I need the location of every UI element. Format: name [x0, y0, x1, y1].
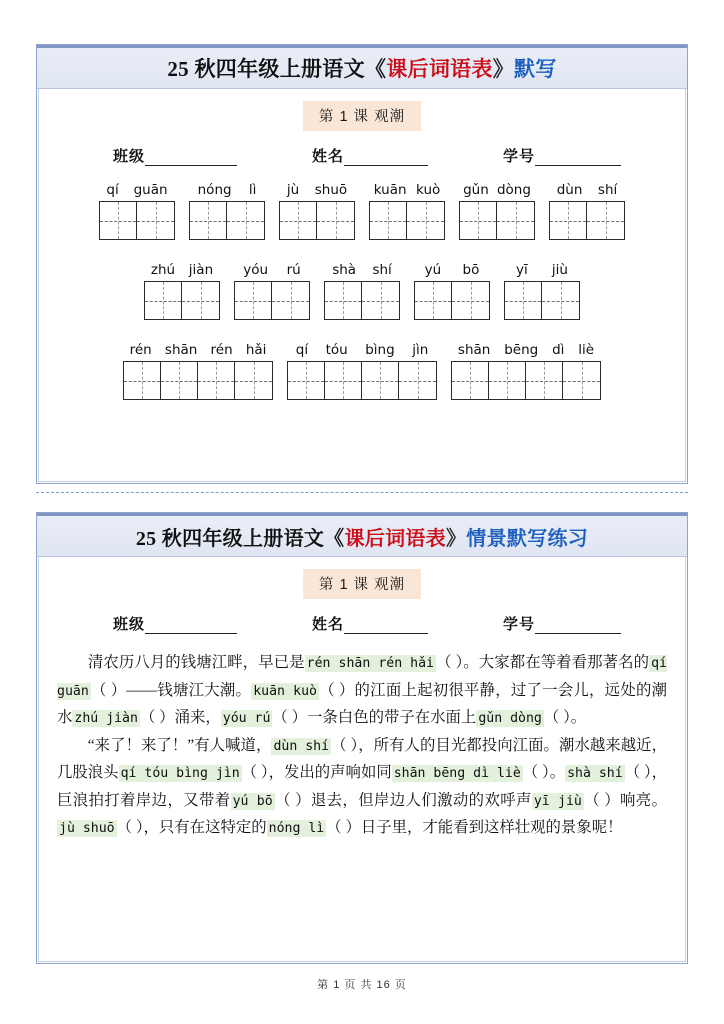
passage-text: 清农历八月的钱塘江畔，早已是 [87, 654, 305, 671]
pinyin-line [123, 342, 273, 358]
tianzige-cell[interactable] [399, 362, 436, 399]
pinyin-syllable: kuò [416, 182, 441, 198]
pinyin-line [234, 262, 310, 278]
tianzige-box[interactable] [459, 201, 535, 240]
sheet1-field-class-label: 班级 [113, 149, 146, 165]
sheet2-field-name-input[interactable] [344, 620, 428, 634]
tianzige-cell[interactable] [325, 282, 362, 319]
tianzige-cell[interactable] [587, 202, 624, 239]
pinyin-syllable: liè [578, 342, 595, 358]
sheet2-title [136, 522, 588, 551]
tianzige-box[interactable] [189, 201, 265, 240]
tianzige-box[interactable] [324, 281, 400, 320]
pinyin-syllable: zhú [150, 262, 176, 278]
passage-text: （ ）退去，但岸边人们激动的欢呼声 [274, 791, 532, 809]
sheet1-field-number-label: 学号 [502, 149, 535, 165]
word-block [189, 182, 265, 240]
tianzige-cell[interactable] [550, 202, 587, 239]
word-block [234, 262, 310, 320]
tianzige-box[interactable] [414, 281, 490, 320]
pinyin-syllable: bìng [365, 342, 395, 358]
sheet2-title-blue: 情景默写练习 [466, 527, 589, 550]
pinyin-syllable: shí [597, 182, 618, 198]
sheet2-title-prefix: 25 秋四年级上册语文《 [135, 527, 345, 550]
pinyin-syllable: jìn [412, 342, 429, 358]
sheet1-field-name [312, 145, 428, 166]
tianzige-box[interactable] [99, 201, 175, 240]
pinyin-line [504, 262, 580, 278]
pinyin-line [549, 182, 625, 198]
pinyin-syllable: tóu [325, 342, 348, 358]
pinyin-syllable: rén [210, 342, 233, 358]
tianzige-box[interactable] [123, 361, 273, 400]
sheet1-title [167, 53, 556, 83]
tianzige-cell[interactable] [272, 282, 309, 319]
sheet1-field-name-label: 姓名 [311, 149, 344, 165]
pinyin-syllable: shuō [314, 182, 348, 198]
tianzige-box[interactable] [549, 201, 625, 240]
tianzige-cell[interactable] [182, 282, 219, 319]
tianzige-cell[interactable] [542, 282, 579, 319]
pinyin-highlight: rén shān rén hǎi [306, 656, 434, 671]
sheet1-field-number [503, 145, 621, 166]
sheet2-field-name-label: 姓名 [311, 617, 344, 633]
sheet1-lesson-chip: 第 1 课 观潮 [303, 101, 421, 131]
passage-text: （ ）的江面上起初很平静，过了一会儿，远处的潮水 [57, 681, 667, 726]
sheet1-title-red: 课后词语表 [386, 57, 493, 81]
tianzige-cell[interactable] [370, 202, 407, 239]
pinyin-highlight: yóu rú [222, 711, 271, 726]
tianzige-cell[interactable] [235, 282, 272, 319]
pinyin-highlight: shà shí [567, 766, 623, 781]
tianzige-cell[interactable] [452, 282, 489, 319]
word-block [123, 342, 273, 400]
tianzige-cell[interactable] [124, 362, 161, 399]
sheet1-title-bracket: 》 [492, 57, 515, 81]
pinyin-line [144, 262, 220, 278]
context-dictation-card [36, 512, 688, 964]
pinyin-syllable: shà [332, 262, 357, 278]
tianzige-cell[interactable] [317, 202, 354, 239]
pinyin-syllable: rén [129, 342, 152, 358]
sheet1-title-blue: 默写 [514, 57, 557, 81]
pinyin-line [414, 262, 490, 278]
pinyin-syllable: rú [286, 262, 301, 278]
pinyin-syllable: qí [295, 342, 309, 358]
sheet2-lesson-chip: 第 1 课 观潮 [303, 569, 421, 599]
pinyin-syllable: yú [424, 262, 442, 278]
tianzige-cell[interactable] [137, 202, 174, 239]
pinyin-highlight: kuān kuò [253, 683, 317, 699]
pinyin-syllable: guān [133, 182, 168, 198]
page-separator [36, 492, 688, 493]
passage-text: （ ）响亮。 [583, 791, 667, 809]
pinyin-highlight: dùn shí [273, 738, 330, 754]
passage-text: （ ），所有人的目光都投向江面。潮水越来越近，几股浪头 [57, 736, 668, 781]
tianzige-cell[interactable] [415, 282, 452, 319]
word-block [144, 262, 220, 320]
pinyin-line [99, 182, 175, 198]
tianzige-cell[interactable] [563, 362, 600, 399]
pinyin-highlight: shān bēng dì liè [393, 766, 521, 781]
pinyin-syllable: kuān [373, 182, 407, 198]
sheet2-field-number-input[interactable] [535, 620, 621, 634]
pinyin-syllable: shān [457, 342, 491, 358]
pinyin-syllable: lì [248, 182, 257, 198]
pinyin-syllable: dì [552, 342, 565, 358]
tianzige-box[interactable] [504, 281, 580, 320]
tianzige-cell[interactable] [526, 362, 563, 399]
pinyin-grid-row [51, 262, 673, 320]
pinyin-syllable: qí [106, 182, 119, 198]
word-block [369, 182, 445, 240]
pinyin-grid-row [51, 182, 673, 240]
pinyin-syllable: nóng [197, 182, 232, 198]
word-block [451, 342, 601, 400]
dictation-worksheet-card [36, 44, 688, 484]
sheet2-title-bar [37, 513, 687, 557]
pinyin-line [324, 262, 400, 278]
pinyin-syllable: gǔn [463, 182, 489, 198]
passage-text: （ ），只有在这特定的 [116, 819, 267, 836]
pinyin-syllable: hǎi [245, 342, 267, 358]
pinyin-highlight: yī jiù [533, 793, 582, 809]
sheet2-title-red: 课后词语表 [344, 527, 446, 550]
passage-text: “来了！来了！”有人喊道， [87, 736, 272, 754]
pinyin-syllable: jiù [551, 262, 568, 278]
tianzige-box[interactable] [287, 361, 437, 400]
pinyin-highlight: qí tóu bìng jìn [120, 766, 240, 781]
pinyin-syllable: shí [372, 262, 392, 278]
tianzige-cell[interactable] [280, 202, 317, 239]
passage-text: （ ）涌来， [139, 709, 221, 726]
tianzige-cell[interactable] [288, 362, 325, 399]
sheet2-field-class-label: 班级 [113, 617, 146, 633]
tianzige-box[interactable] [451, 361, 601, 400]
pinyin-line [189, 182, 265, 198]
tianzige-cell[interactable] [190, 202, 227, 239]
sheet2-field-number [503, 613, 621, 634]
sheet1-info-row [37, 145, 687, 166]
word-block [549, 182, 625, 240]
tianzige-box[interactable] [279, 201, 355, 240]
tianzige-cell[interactable] [100, 202, 137, 239]
sheet2-field-class [113, 613, 237, 634]
passage-text: （ ），发出的声响如同 [241, 764, 392, 781]
tianzige-cell[interactable] [235, 362, 272, 399]
tianzige-cell[interactable] [362, 362, 399, 399]
pinyin-syllable: dòng [496, 182, 531, 198]
tianzige-cell[interactable] [452, 362, 489, 399]
tianzige-box[interactable] [144, 281, 220, 320]
tianzige-cell[interactable] [198, 362, 235, 399]
sheet1-lesson-row [37, 101, 687, 131]
pinyin-syllable: yī [516, 262, 528, 278]
passage-text: （ ）。 [543, 709, 587, 726]
word-block [99, 182, 175, 240]
sheet1-field-number-input[interactable] [535, 152, 621, 166]
pinyin-line [459, 182, 535, 198]
sheet2-field-name [312, 613, 428, 634]
page-footer: 第 1 页 共 16 页 [317, 979, 407, 991]
passage-text: （ ）日子里，才能看到这样壮观的景象呢！ [326, 819, 623, 836]
pinyin-syllable: bēng [504, 342, 539, 358]
tianzige-cell[interactable] [489, 362, 526, 399]
word-block [414, 262, 490, 320]
pinyin-highlight: gǔn dòng [478, 711, 542, 726]
tianzige-box[interactable] [234, 281, 310, 320]
word-block [459, 182, 535, 240]
sheet1-field-class [113, 145, 237, 166]
pinyin-highlight: jù shuō [59, 821, 115, 836]
word-block [279, 182, 355, 240]
tianzige-cell[interactable] [497, 202, 534, 239]
sheet1-title-bar [37, 45, 687, 89]
sheet2-info-row [37, 613, 687, 634]
passage-text: （ ）。 [522, 764, 566, 781]
word-block [504, 262, 580, 320]
sheet1-field-name-input[interactable] [344, 152, 428, 166]
pinyin-syllable: jiàn [188, 262, 214, 278]
word-block [324, 262, 400, 320]
pinyin-line [369, 182, 445, 198]
tianzige-cell[interactable] [227, 202, 264, 239]
pinyin-highlight: nóng lì [268, 821, 325, 836]
tianzige-box[interactable] [369, 201, 445, 240]
passage-text: （ ）。大家都在等着看那著名的 [435, 654, 650, 671]
pinyin-syllable: shān [164, 342, 198, 358]
pinyin-highlight: qí guān [57, 656, 667, 699]
sheet2-field-number-label: 学号 [502, 617, 535, 633]
tianzige-cell[interactable] [460, 202, 497, 239]
passage-text: （ ），巨浪拍打着岸边，又带着 [57, 764, 668, 809]
sheet1-field-class-input[interactable] [145, 152, 237, 166]
passage-text: （ ）一条白色的带子在水面上 [272, 709, 477, 726]
tianzige-cell[interactable] [325, 362, 362, 399]
passage-text: （ ）——钱塘江大潮。 [90, 681, 252, 699]
sheet2-field-class-input[interactable] [145, 620, 237, 634]
word-block [287, 342, 437, 400]
tianzige-cell[interactable] [407, 202, 444, 239]
pinyin-line [279, 182, 355, 198]
pinyin-grid-row [51, 342, 673, 400]
sheet1-title-prefix: 25 秋四年级上册语文《 [167, 57, 387, 81]
pinyin-syllable: bō [462, 262, 480, 278]
tianzige-cell[interactable] [505, 282, 542, 319]
pinyin-highlight: zhú jiàn [74, 711, 138, 726]
pinyin-highlight: yú bō [232, 793, 273, 809]
sheet2-title-bracket: 》 [445, 527, 467, 550]
tianzige-cell[interactable] [362, 282, 399, 319]
pinyin-syllable: jù [286, 182, 300, 198]
sheet2-lesson-row [37, 569, 687, 599]
pinyin-line [287, 342, 437, 358]
tianzige-cell[interactable] [145, 282, 182, 319]
pinyin-syllable: yóu [243, 262, 269, 278]
pinyin-line [451, 342, 601, 358]
tianzige-cell[interactable] [161, 362, 198, 399]
pinyin-grid-section [37, 182, 687, 400]
pinyin-syllable: dùn [556, 182, 583, 198]
context-passage [57, 650, 667, 843]
